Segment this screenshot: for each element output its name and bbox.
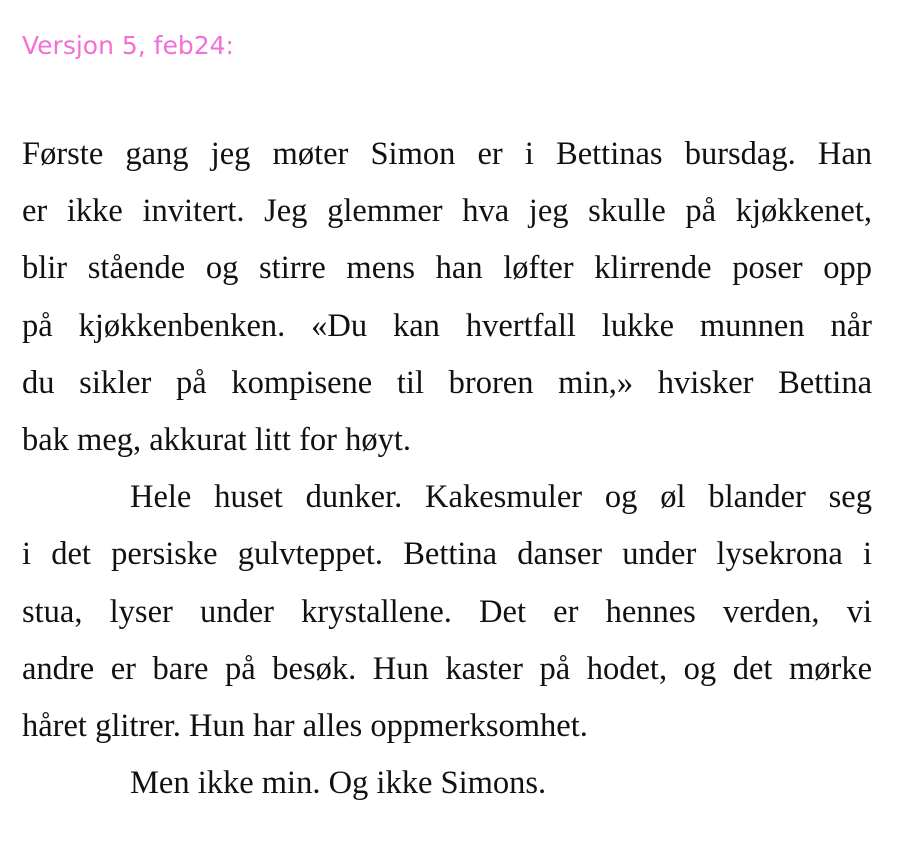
text-line: er ikke invitert. Jeg glemmer hva jeg skulle på kjøkkenet, <box>22 193 872 230</box>
version-label: Versjon 5, feb24: <box>22 31 234 60</box>
text-line: Men ikke min. Og ikke Simons. <box>130 765 547 802</box>
text-line: blir stående og stirre mens han løfter klirrende poser opp <box>22 250 872 287</box>
text-line: i det persiske gulvteppet. Bettina danser under lysekrona i <box>22 536 872 573</box>
paragraph <box>22 126 872 469</box>
paragraph <box>22 755 872 812</box>
text-line: bak meg, akkurat litt for høyt. <box>22 421 412 458</box>
text-line: Første gang jeg møter Simon er i Bettinas bursdag. Han <box>22 136 872 172</box>
text-line: Hele huset dunker. Kakesmuler og øl blander seg <box>130 479 872 516</box>
paragraph <box>22 469 872 755</box>
text-line: på kjøkkenbenken. «Du kan hvertfall lukke munnen når <box>22 307 872 344</box>
body-text <box>22 126 872 812</box>
text-line: du sikler på kompisene til broren min,» hvisker Bettina <box>22 364 872 401</box>
text-line: stua, lyser under krystallene. Det er hennes verden, vi <box>22 593 872 630</box>
text-line: håret glitrer. Hun har alles oppmerksomhet. <box>22 707 588 744</box>
text-line: andre er bare på besøk. Hun kaster på hodet, og det mørke <box>22 650 872 687</box>
